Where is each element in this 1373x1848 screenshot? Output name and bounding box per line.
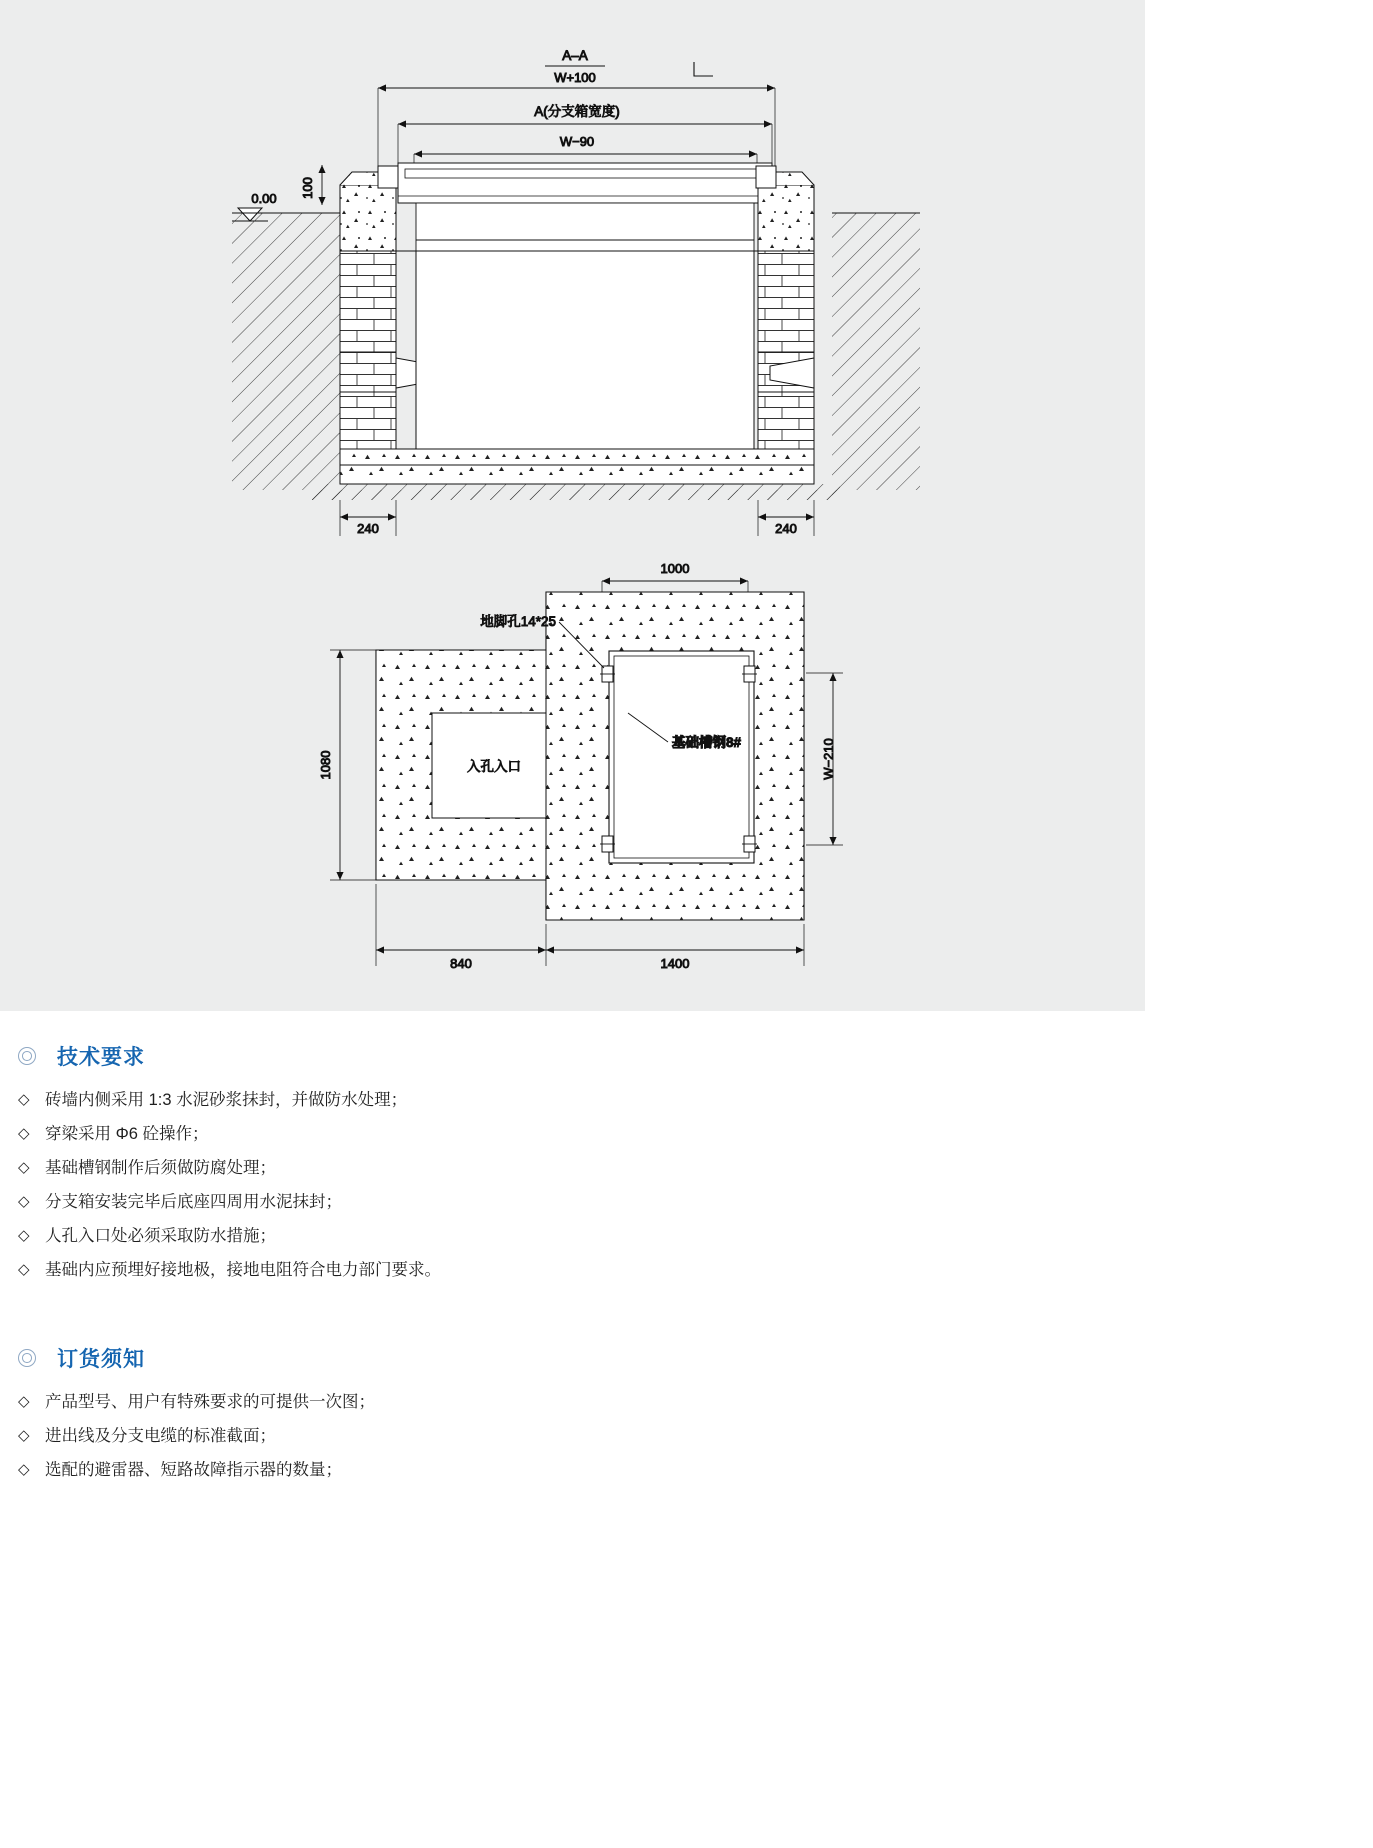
list-item-text: 砖墙内侧采用 1:3 水泥砂浆抹封，并做防水处理； (45, 1091, 408, 1109)
dim-overall-width: W+100 (554, 70, 596, 85)
diamond-icon: ◇ (18, 1461, 30, 1478)
label-anchor-hole: 地脚孔14*25 (480, 614, 556, 629)
list-item (0, 1185, 1373, 1219)
list-item-text: 人孔入口处必须采取防水措施； (45, 1227, 276, 1245)
diamond-icon: ◇ (18, 1125, 30, 1142)
drawing-panel (0, 0, 1145, 1011)
dim-plan-right-height: W−210 (821, 738, 836, 780)
bullet-ring-icon (18, 1349, 36, 1367)
bullet-ring-icon (18, 1047, 36, 1065)
list-item-text: 产品型号、用户有特殊要求的可提供一次图； (45, 1393, 375, 1411)
list-item-text: 分支箱安装完毕后底座四周用水泥抹封； (45, 1193, 342, 1211)
ordering-notice-list (0, 1385, 1373, 1487)
list-item (0, 1253, 1373, 1287)
section-ordering-notice (0, 1335, 1373, 1487)
section-title: 订货须知 (57, 1348, 145, 1371)
list-item-text: 基础槽钢制作后须做防腐处理； (45, 1159, 276, 1177)
section-header (0, 1033, 1373, 1079)
list-item (0, 1083, 1373, 1117)
section-technical-requirements (0, 1033, 1373, 1287)
dim-plan-bottom-right: 1400 (660, 956, 690, 971)
section-title-aa: A–A (562, 48, 588, 63)
technical-drawing (0, 0, 1145, 1011)
diamond-icon: ◇ (18, 1159, 30, 1176)
dim-wall-right: 240 (775, 521, 797, 536)
dim-plinth-height: 100 (300, 177, 315, 199)
list-item (0, 1453, 1373, 1487)
section-header (0, 1335, 1373, 1381)
dim-cabinet-width: A(分支箱宽度) (534, 104, 620, 119)
list-item (0, 1219, 1373, 1253)
list-item (0, 1419, 1373, 1453)
diamond-icon: ◇ (18, 1261, 30, 1278)
dim-plan-bottom-left: 840 (450, 956, 472, 971)
diamond-icon: ◇ (18, 1227, 30, 1244)
list-item-text: 穿梁采用 Φ6 砼操作； (45, 1125, 209, 1143)
label-ground-level: 0.00 (251, 191, 277, 206)
diamond-icon: ◇ (18, 1193, 30, 1210)
dim-plan-top-width: 1000 (660, 561, 690, 576)
list-item (0, 1385, 1373, 1419)
notes-area (0, 1011, 1373, 1848)
diamond-icon: ◇ (18, 1393, 30, 1410)
list-item-text: 基础内应预埋好接地极，接地电阻符合电力部门要求。 (45, 1261, 441, 1279)
technical-requirements-list (0, 1083, 1373, 1287)
list-item-text: 进出线及分支电缆的标准截面； (45, 1427, 276, 1445)
section-gap (0, 1287, 1373, 1335)
dim-inner-width: W−90 (559, 134, 595, 149)
dim-wall-left: 240 (357, 521, 379, 536)
list-item (0, 1117, 1373, 1151)
diamond-icon: ◇ (18, 1427, 30, 1444)
label-base-channel: 基础槽钢8# (672, 735, 742, 750)
label-manhole: 入孔入口 (467, 759, 521, 774)
diamond-icon: ◇ (18, 1091, 30, 1108)
list-item-text: 选配的避雷器、短路故障指示器的数量； (45, 1461, 342, 1479)
list-item (0, 1151, 1373, 1185)
dim-plan-left-height: 1080 (318, 750, 333, 780)
section-title: 技术要求 (57, 1046, 145, 1069)
